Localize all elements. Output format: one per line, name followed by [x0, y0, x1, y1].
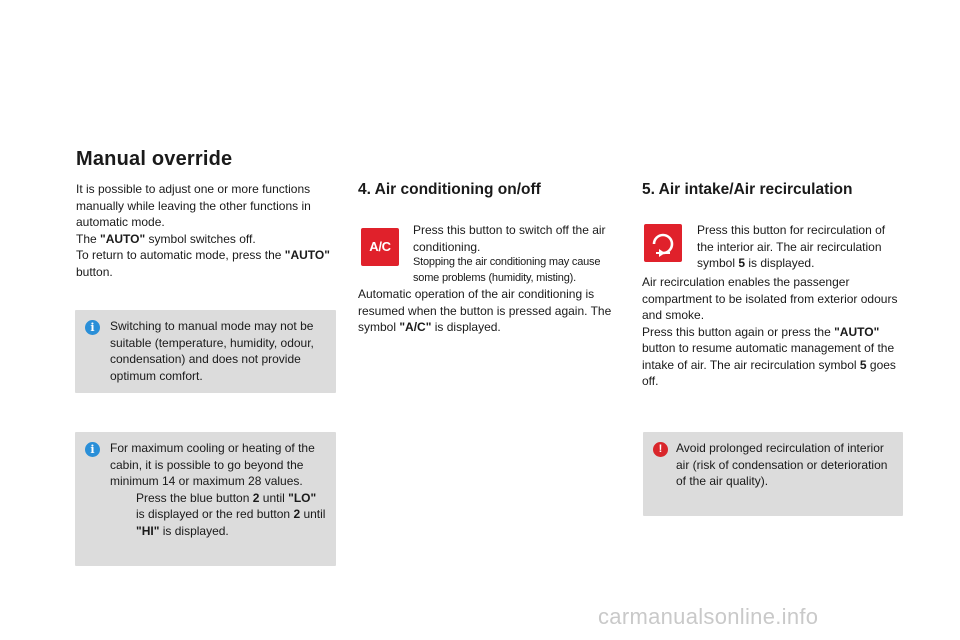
manual-intro — [76, 181, 338, 280]
bullet-item: Press the blue button 2 until "LO" is displayed or the red button 2 until "HI" is displayed. — [110, 490, 328, 540]
recirculation-icon — [644, 224, 682, 262]
ac-text-1: Press this button to switch off the air conditioning. — [413, 223, 606, 254]
info-note-text: For maximum cooling or heating of the cabin, it is possible to go beyond the minimum 14 or maximum 28 values. Press the blue button 2 until "LO" is displayed or the red button 2 until "HI" is displayed. — [110, 440, 328, 539]
intro-paragraph-2: The "AUTO" symbol switches off. — [76, 231, 256, 246]
warning-note-recirculation — [643, 432, 903, 516]
info-note-manual-mode — [75, 310, 336, 393]
info-icon: i — [85, 320, 100, 335]
info-note-max-cooling — [75, 432, 336, 566]
ac-description — [413, 222, 623, 286]
info-note-text: Switching to manual mode may not be suitable (temperature, humidity, odour, condensation) and does not provide optimum comfort. — [110, 319, 314, 383]
section-heading-air-conditioning: 4. Air conditioning on/off — [358, 181, 541, 198]
ac-button-label: A/C — [369, 239, 391, 254]
intro-paragraph-3: To return to automatic mode, press the "AUTO" button. — [76, 248, 330, 279]
recirc-text-2: Air recirculation enables the passenger compartment to be isolated from exterior odours and smoke. — [642, 275, 898, 322]
recirc-text-3: Press this button again or press the "AUTO" button to resume automatic management of the intake of air. The air recirculation symbol 5 goes off. — [642, 324, 896, 388]
info-icon: i — [85, 442, 100, 457]
warning-note-text: Avoid prolonged recirculation of interior air (risk of condensation or deterioration of the air quality). — [676, 441, 888, 488]
watermark: carmanualsonline.info — [598, 604, 819, 629]
recirculation-button-image — [644, 224, 682, 262]
ac-button-image — [361, 228, 399, 266]
warning-icon: ! — [653, 442, 668, 457]
ac-automatic — [358, 286, 623, 336]
ac-text-2: Automatic operation of the air conditioning is resumed when the button is pressed again. The symbol "A/C" is displayed. — [358, 287, 612, 334]
recirc-text-1: Press this button for recirculation of the interior air. The air recirculation symbol 5 is displayed. — [697, 223, 886, 270]
page-title: Manual override — [76, 148, 233, 170]
intro-paragraph-1: It is possible to adjust one or more functions manually while leaving the other functions in automatic mode. — [76, 182, 311, 229]
recirculation-description — [697, 222, 902, 272]
recirculation-details — [642, 274, 904, 390]
arrow-bullet-icon — [110, 490, 136, 540]
ac-text-small: Stopping the air conditioning may cause some problems (humidity, misting). — [413, 256, 601, 284]
section-heading-air-recirculation: 5. Air intake/Air recirculation — [642, 181, 853, 198]
